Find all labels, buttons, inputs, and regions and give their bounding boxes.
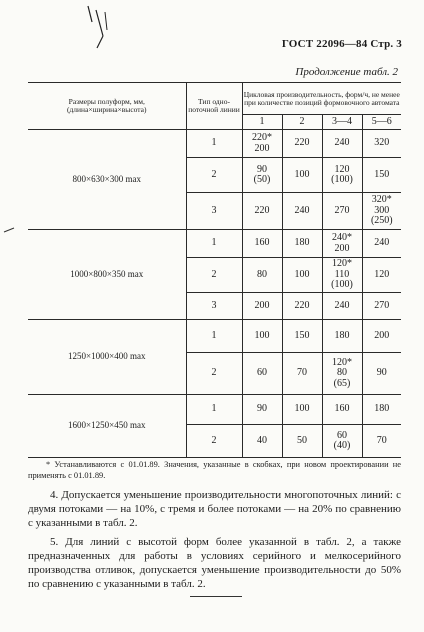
value-cell: 70 xyxy=(282,353,322,395)
value-cell: 240 xyxy=(322,130,362,158)
value-cell: 50 xyxy=(282,425,322,458)
line-type-cell: 2 xyxy=(186,158,242,193)
value-cell: 270 xyxy=(322,193,362,230)
end-rule xyxy=(190,596,242,597)
table-row xyxy=(28,320,401,353)
value-cell: 80 xyxy=(242,258,282,293)
value-cell: 180 xyxy=(322,320,362,353)
value-cell: 150 xyxy=(282,320,322,353)
value-cell: 240 xyxy=(282,193,322,230)
value-cell: 60 (40) xyxy=(322,425,362,458)
value-cell: 220* 200 xyxy=(242,130,282,158)
value-cell: 90 xyxy=(242,395,282,425)
table-row xyxy=(28,130,401,158)
value-cell: 120 (100) xyxy=(322,158,362,193)
table-body xyxy=(28,130,401,458)
value-cell: 150 xyxy=(362,158,401,193)
line-type-cell: 2 xyxy=(186,258,242,293)
line-type-cell: 3 xyxy=(186,293,242,320)
table-row xyxy=(28,230,401,258)
line-type-cell: 1 xyxy=(186,130,242,158)
value-cell: 120 xyxy=(362,258,401,293)
value-cell: 100 xyxy=(282,158,322,193)
footnote: * Устанавливаются с 01.01.89. Значения, указанные в скобках, при новом проектировании не применять с 01.01.89. xyxy=(28,460,401,480)
paragraph-5: 5. Для линий с высотой форм более указанной в табл. 2, а также предназначенных для работы в условиях серийного и мелкосерийного производства отливок, допускается уменьшение производительности до 50% по сравнению с указанными в табл. 2. xyxy=(28,536,401,590)
value-cell: 180 xyxy=(362,395,401,425)
value-cell: 90 (50) xyxy=(242,158,282,193)
value-cell: 100 xyxy=(282,258,322,293)
line-type-cell: 3 xyxy=(186,193,242,230)
value-cell: 70 xyxy=(362,425,401,458)
header-positions-1: 1 xyxy=(242,115,282,130)
line-type-cell: 2 xyxy=(186,353,242,395)
value-cell: 120* 110 (100) xyxy=(322,258,362,293)
value-cell: 270 xyxy=(362,293,401,320)
header-positions-3-4: 3—4 xyxy=(322,115,362,130)
line-type-cell: 2 xyxy=(186,425,242,458)
header-positions-2: 2 xyxy=(282,115,322,130)
header-productivity: Цикловая производительность, форм/ч, не менее при количестве позиций формовочного автомата xyxy=(242,83,401,115)
productivity-table xyxy=(28,82,401,458)
value-cell: 240 xyxy=(322,293,362,320)
value-cell: 240 xyxy=(362,230,401,258)
size-cell: 1600×1250×450 max xyxy=(28,395,186,458)
value-cell: 220 xyxy=(282,130,322,158)
value-cell: 160 xyxy=(322,395,362,425)
value-cell: 200 xyxy=(362,320,401,353)
header-dimensions: Размеры полуформ, мм, (длина×ширина×высота) xyxy=(28,83,186,130)
table-continuation-label: Продолжение табл. 2 xyxy=(295,66,398,78)
value-cell: 60 xyxy=(242,353,282,395)
header-positions-5-6: 5—6 xyxy=(362,115,401,130)
table-row xyxy=(28,395,401,425)
line-type-cell: 1 xyxy=(186,395,242,425)
value-cell: 40 xyxy=(242,425,282,458)
size-cell: 800×630×300 max xyxy=(28,130,186,230)
value-cell: 120* 80 (65) xyxy=(322,353,362,395)
size-cell: 1000×800×350 max xyxy=(28,230,186,320)
value-cell: 100 xyxy=(242,320,282,353)
value-cell: 320* 300 (250) xyxy=(362,193,401,230)
value-cell: 100 xyxy=(282,395,322,425)
value-cell: 180 xyxy=(282,230,322,258)
value-cell: 200 xyxy=(242,293,282,320)
paragraph-4: 4. Допускается уменьшение производительности многопоточных линий: с двумя потоками — на 10%, с тремя и более потоками — на 20% по сравнению с указанными в табл. 2. xyxy=(28,489,401,529)
value-cell: 220 xyxy=(242,193,282,230)
value-cell: 240* 200 xyxy=(322,230,362,258)
value-cell: 90 xyxy=(362,353,401,395)
size-cell: 1250×1000×400 max xyxy=(28,320,186,395)
value-cell: 220 xyxy=(282,293,322,320)
header-line-type: Тип одно- поточной линии xyxy=(186,83,242,130)
line-type-cell: 1 xyxy=(186,230,242,258)
value-cell: 160 xyxy=(242,230,282,258)
value-cell: 320 xyxy=(362,130,401,158)
page-header-code: ГОСТ 22096—84 Стр. 3 xyxy=(281,38,402,50)
line-type-cell: 1 xyxy=(186,320,242,353)
